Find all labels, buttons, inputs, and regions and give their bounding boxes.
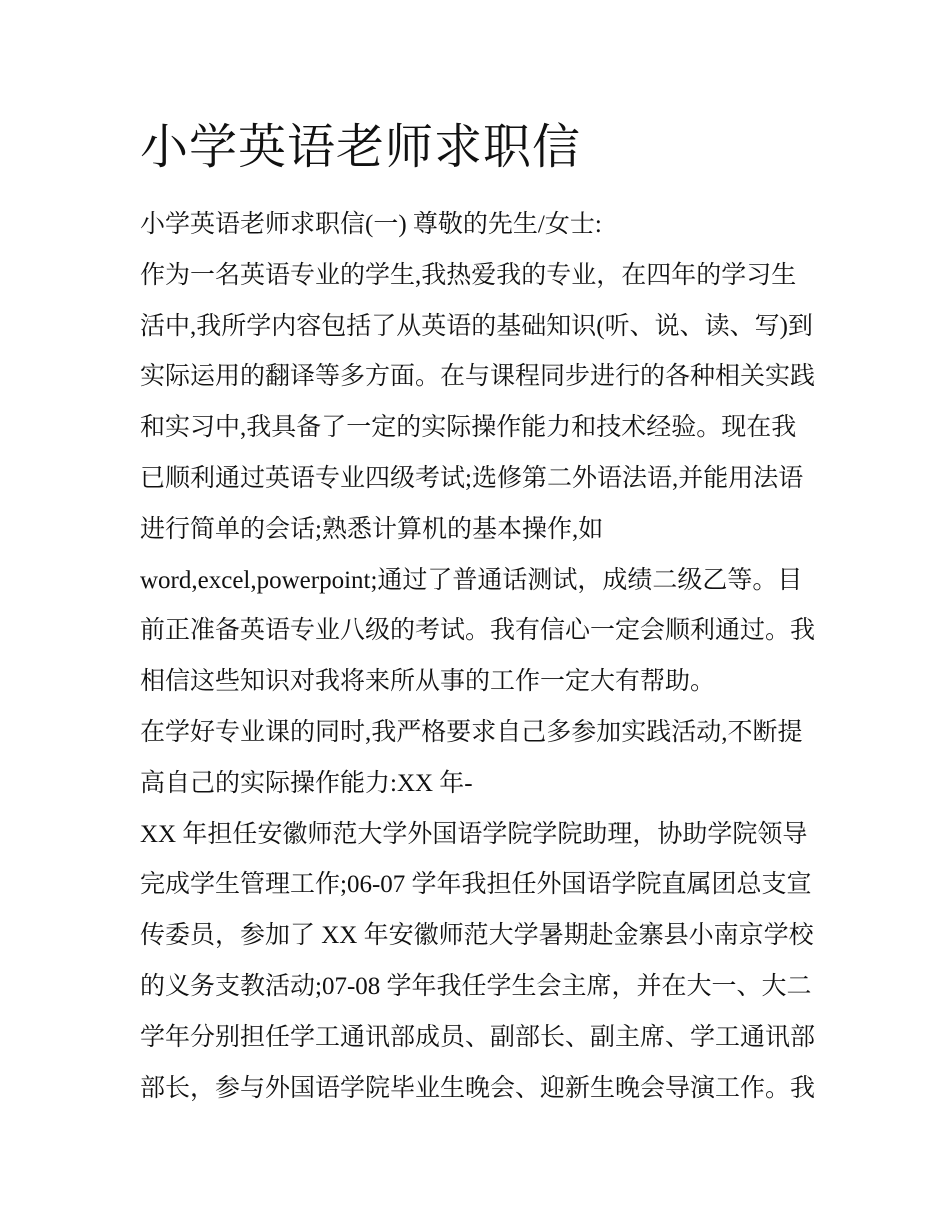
text-line: 进行简单的会话;熟悉计算机的基本操作,如	[140, 515, 604, 543]
text-line: 活中,我所学内容包括了从英语的基础知识(听、说、读、写)到	[140, 312, 813, 340]
text-line: XX 年担任安徽师范大学外国语学院学院助理，协助学院领导	[140, 820, 808, 848]
document-title: 小学英语老师求职信	[140, 121, 582, 174]
document-body	[140, 200, 820, 1114]
text-line: word,excel,powerpoint;通过了普通话测试，成绩二级乙等。目	[140, 566, 803, 594]
text-line: 的义务支教活动;07-08 学年我任学生会主席，并在大一、大二	[140, 972, 812, 1000]
text-line: 完成学生管理工作;06-07 学年我担任外国语学院直属团总支宣	[140, 871, 812, 899]
text-line: 高自己的实际操作能力:XX 年-	[140, 769, 473, 797]
text-line: 部长，参与外国语学院毕业生晚会、迎新生晚会导演工作。我	[140, 1074, 816, 1102]
text-line: 学年分别担任学工通讯部成员、副部长、副主席、学工通讯部	[140, 1023, 816, 1051]
text-line: 作为一名英语专业的学生,我热爱我的专业，在四年的学习生	[140, 261, 797, 289]
text-line: 实际运用的翻译等多方面。在与课程同步进行的各种相关实践	[140, 363, 816, 391]
text-line: 相信这些知识对我将来所从事的工作一定大有帮助。	[140, 668, 716, 696]
text-line: 在学好专业课的同时,我严格要求自己多参加实践活动,不断提	[140, 718, 803, 746]
text-line: 已顺利通过英语专业四级考试;选修第二外语法语,并能用法语	[140, 464, 804, 492]
text-line: 和实习中,我具备了一定的实际操作能力和技术经验。现在我	[140, 414, 797, 442]
text-line: 小学英语老师求职信(一) 尊敬的先生/女士:	[140, 211, 602, 238]
text-line: 传委员，参加了 XX 年安徽师范大学暑期赴金寨县小南京学校	[140, 922, 814, 950]
text-line: 前正准备英语专业八级的考试。我有信心一定会顺利通过。我	[140, 617, 816, 645]
